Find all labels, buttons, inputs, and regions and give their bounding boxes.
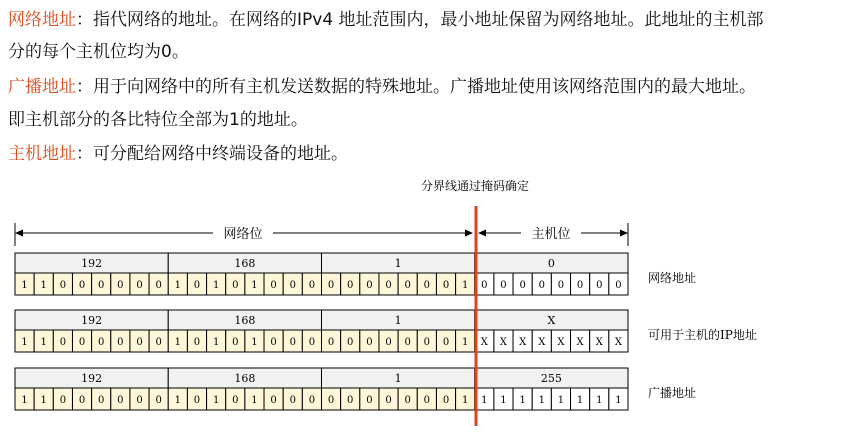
bit-value: 1 [481, 395, 488, 406]
bit-value: 1 [212, 280, 220, 291]
bit-value: 0 [404, 395, 411, 406]
bit-value: 0 [308, 395, 316, 406]
bit-value: X [499, 337, 508, 348]
bit-value: 0 [347, 395, 354, 406]
bit-value: 0 [136, 280, 143, 291]
bit-value: 0 [155, 337, 162, 348]
divider-caption: 分界线通过掩码确定 [420, 179, 530, 193]
bit-value: 0 [576, 280, 584, 291]
bit-value: 0 [289, 280, 296, 291]
bit-value: 0 [366, 280, 373, 291]
bit-value: 0 [327, 280, 335, 291]
bit-value: 0 [442, 337, 450, 348]
bit-value: 0 [59, 395, 67, 406]
bit-value: 0 [442, 280, 450, 291]
bit-value: 0 [155, 280, 162, 291]
bit-value: 0 [270, 280, 277, 291]
octet-value: 192 [81, 314, 103, 327]
bit-value: 0 [308, 280, 316, 291]
octet-value: 1 [394, 257, 402, 270]
row-label: 可用于主机的IP地址 [648, 328, 757, 342]
bit-value: 0 [98, 395, 105, 406]
bit-value: 0 [442, 395, 450, 406]
definition-text: 分的每个主机位均为0。 [8, 42, 189, 62]
bit-value: 0 [423, 395, 431, 406]
bit-value: X [480, 337, 488, 348]
bit-value: 1 [538, 395, 545, 406]
bit-value: 1 [40, 395, 47, 406]
bit-value: 0 [289, 395, 296, 406]
bit-value: 0 [385, 395, 392, 406]
bit-value: 1 [557, 395, 565, 406]
bit-value: 0 [193, 395, 201, 406]
bit-value: 1 [21, 337, 28, 348]
bit-value: 1 [519, 395, 526, 406]
term-network-address: 网络地址 [8, 10, 76, 30]
bit-value: 1 [40, 337, 47, 348]
network-bits-label: 网络位 [223, 227, 263, 242]
octet-value: 168 [234, 372, 256, 385]
bit-value: 1 [461, 395, 469, 406]
definition-text: 即主机部分的各比特位全部为1的地址。 [8, 110, 308, 130]
bit-value: 1 [251, 280, 258, 291]
bit-value: 0 [423, 337, 431, 348]
bit-value: 0 [289, 337, 296, 348]
bit-value: 0 [366, 337, 373, 348]
octet-value: 1 [394, 372, 402, 385]
bit-value: 0 [78, 395, 86, 406]
bit-value: 0 [385, 337, 392, 348]
bit-value: 0 [347, 280, 354, 291]
bit-value: 0 [347, 337, 354, 348]
definition-text: 指代网络的地址。在网络的IPv4 地址范围内，最小地址保留为网络地址。此地址的主机部 [93, 10, 764, 30]
bit-value: 0 [270, 395, 277, 406]
bit-value: 0 [155, 395, 162, 406]
bit-value: 0 [98, 280, 105, 291]
bit-value: 0 [327, 337, 335, 348]
bit-value: 0 [59, 337, 67, 348]
octet-value: X [547, 314, 556, 327]
bit-value: X [557, 337, 565, 348]
bit-value: 0 [117, 395, 124, 406]
bit-value: 0 [232, 280, 239, 291]
bit-value: 1 [212, 395, 220, 406]
term-colon: ： [76, 77, 93, 97]
bit-value: 1 [21, 395, 28, 406]
host-bits-label: 主机位 [531, 227, 571, 242]
bit-value: 1 [174, 280, 182, 291]
bit-value: 1 [174, 395, 182, 406]
row-label: 广播地址 [648, 386, 697, 400]
bit-value: 0 [78, 280, 86, 291]
bit-value: 0 [78, 337, 86, 348]
bit-value: 0 [615, 280, 622, 291]
bit-value: 0 [308, 337, 316, 348]
bit-value: 1 [615, 395, 622, 406]
bit-value: 0 [232, 337, 239, 348]
bit-value: 1 [174, 337, 182, 348]
bit-value: 0 [404, 337, 411, 348]
bit-value: 0 [136, 337, 143, 348]
row-label: 网络地址 [648, 271, 697, 285]
bit-value: 0 [557, 280, 565, 291]
bit-value: 1 [40, 280, 47, 291]
bit-value: X [576, 337, 584, 348]
bit-value: 0 [366, 395, 373, 406]
bit-value: X [538, 337, 546, 348]
term-host-address: 主机地址 [8, 144, 76, 164]
octet-value: 192 [81, 372, 103, 385]
bit-value: 0 [193, 337, 201, 348]
bit-value: 1 [461, 337, 469, 348]
definition-text: 可分配给网络中终端设备的地址。 [93, 144, 348, 164]
bit-value: 0 [59, 280, 67, 291]
bit-value: 0 [519, 280, 526, 291]
bit-value: X [519, 337, 527, 348]
bit-value: 1 [596, 395, 603, 406]
bit-value: 0 [423, 280, 431, 291]
bit-value: 0 [232, 395, 239, 406]
bit-value: 0 [385, 280, 392, 291]
bit-value: 1 [251, 337, 258, 348]
bit-value: X [595, 337, 603, 348]
bit-value: 0 [270, 337, 277, 348]
octet-value: 1 [394, 314, 402, 327]
term-colon: ： [76, 10, 93, 30]
bit-value: 1 [461, 280, 469, 291]
bit-value: 0 [136, 395, 143, 406]
octet-value: 192 [81, 257, 103, 270]
address-rows [15, 253, 757, 410]
term-colon: ： [76, 144, 93, 164]
bit-value: 1 [212, 337, 220, 348]
bit-value: 0 [404, 280, 411, 291]
bit-value: 0 [117, 280, 124, 291]
bit-value: 1 [576, 395, 584, 406]
octet-value: 0 [547, 257, 555, 270]
bit-value: 0 [193, 280, 201, 291]
bit-value: 0 [481, 280, 488, 291]
octet-value: 168 [234, 314, 256, 327]
definition-text: 用于向网络中的所有主机发送数据的特殊地址。广播地址使用该网络范围内的最大地址。 [93, 77, 756, 97]
bit-value: 0 [117, 337, 124, 348]
bit-value: X [614, 337, 622, 348]
bit-value: 1 [500, 395, 507, 406]
term-broadcast-address: 广播地址 [8, 77, 76, 97]
bit-value: 0 [500, 280, 507, 291]
octet-value: 255 [540, 372, 562, 385]
bit-value: 0 [327, 395, 335, 406]
bit-value: 1 [251, 395, 258, 406]
bit-value: 0 [538, 280, 545, 291]
bit-value: 0 [596, 280, 603, 291]
bit-value: 0 [98, 337, 105, 348]
bit-value: 1 [21, 280, 28, 291]
octet-value: 168 [234, 257, 256, 270]
